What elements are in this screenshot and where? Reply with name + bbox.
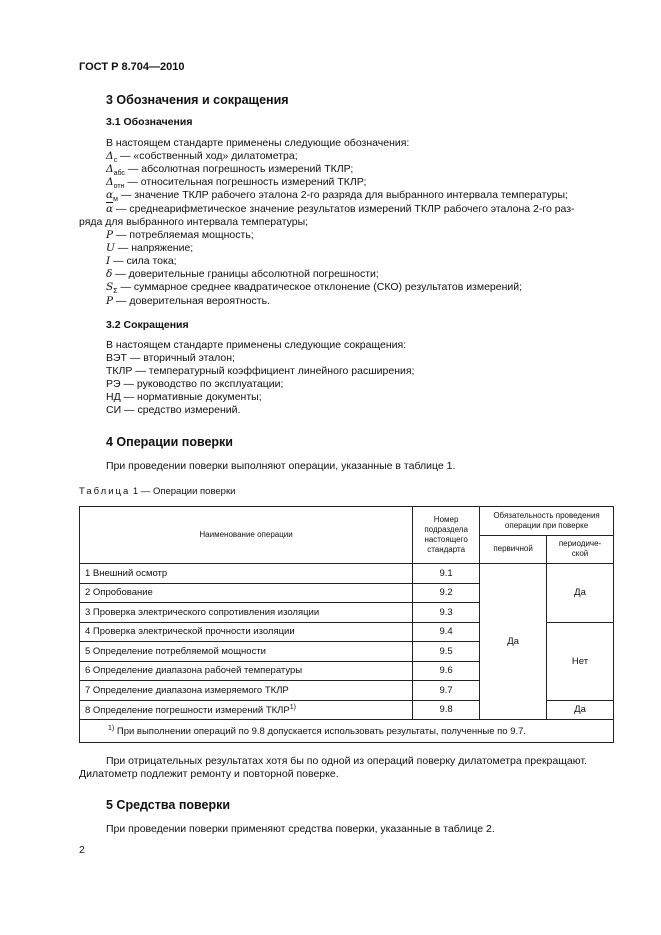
subsection-number: 9.2: [413, 583, 480, 603]
operation-name: 6 Определение диапазона рабочей температуры: [80, 661, 413, 681]
section-4-intro: При проведении поверки выполняют операции, указанные в таблице 1.: [106, 460, 456, 472]
section-5-title: 5 Средства поверки: [106, 798, 231, 812]
operation-name: 3 Проверка электрического сопротивления изоляции: [80, 603, 413, 623]
operation-name: 5 Определение потребляемой мощности: [80, 642, 413, 662]
abbreviation-line: НД — нормативные документы;: [106, 391, 262, 403]
operations-table: [79, 506, 614, 743]
header-required: Обязательность проведения операции при поверке: [480, 507, 614, 536]
subsection-number: 9.7: [413, 681, 480, 701]
subsection-3-1-intro: В настоящем стандарте применены следующие обозначения:: [106, 137, 410, 149]
operation-name: 8 Определение погрешности измерений ТКЛР$^{1)}$: [80, 700, 413, 720]
symbol-line: P — доверительная вероятность.: [106, 295, 270, 307]
abbreviation-line: РЭ — руководство по эксплуатации;: [106, 378, 284, 390]
table-footnote-row: [80, 720, 614, 743]
subsection-number: 9.5: [413, 642, 480, 662]
operation-name: 2 Опробование: [80, 583, 413, 603]
subsection-number: 9.4: [413, 622, 480, 642]
section-5-intro: При проведении поверки применяют средства поверки, указанные в таблице 2.: [106, 823, 495, 835]
table-caption: Таблица 1 — Операции поверки: [79, 486, 236, 497]
symbol-line: P — потребляемая мощность;: [106, 229, 254, 241]
section-4-after-text-2: Дилатометр подлежит ремонту и повторной поверке.: [79, 768, 339, 780]
symbol-line: $\Delta_{абс}$ — абсолютная погрешность измерений ТКЛР;: [106, 163, 354, 178]
operation-name: 7 Определение диапазона измеряемого ТКЛР: [80, 681, 413, 701]
section-4-title: 4 Операции поверки: [106, 435, 233, 449]
symbol-line: $\Delta_{отн}$ — относительная погрешность измерений ТКЛР;: [106, 176, 367, 191]
subsection-number: 9.8: [413, 700, 480, 720]
page-number: 2: [79, 844, 85, 856]
table-row: [80, 564, 614, 584]
abbreviation-line: ТКЛР — температурный коэффициент линейного расширения;: [106, 365, 415, 377]
header-periodic: периодиче-ской: [547, 535, 614, 564]
header-operation-name: Наименование операции: [80, 507, 413, 564]
table-header-row: [80, 507, 614, 536]
subsection-3-2-intro: В настоящем стандарте применены следующие сокращения:: [106, 339, 407, 351]
abbreviation-line: СИ — средство измерений.: [106, 404, 241, 416]
section-3-title: 3 Обозначения и сокращения: [106, 93, 289, 107]
table-footnote: $^{1)}$ При выполнении операций по 9.8 допускается использовать результаты, полученные по 9.7.: [80, 720, 614, 743]
periodic-required-no: Нет: [547, 622, 614, 700]
periodic-required-yes: Да: [547, 564, 614, 623]
header-subsection-number: Номер подраздела настоящего стандарта: [413, 507, 480, 564]
symbol-line: $\alpha_м$ — значение ТКЛР рабочего эталона 2-го разряда для выбранного интервала температуры;: [106, 189, 568, 204]
subsection-number: 9.6: [413, 661, 480, 681]
symbol-line: $S_\Sigma$ — суммарное среднее квадратическое отклонение (СКО) результатов измерений;: [106, 281, 523, 296]
operation-name: 4 Проверка электрической прочности изоляции: [80, 622, 413, 642]
subsection-number: 9.1: [413, 564, 480, 584]
symbol-line: $\overline{\alpha}$ — среднеарифметическое значение результатов измерений ТКЛР рабочего эталона 2-го раз-: [106, 203, 575, 215]
operation-name: 1 Внешний осмотр: [80, 564, 413, 584]
symbol-line: δ — доверительные границы абсолютной погрешности;: [106, 268, 379, 280]
header-primary: первичной: [480, 535, 547, 564]
symbol-line: $\Delta_с$ — «собственный ход» дилатометра;: [106, 150, 298, 165]
section-4-after-text-1: При отрицательных результатах хотя бы по одной из операций поверку дилатометра прекращают.: [106, 755, 587, 767]
document-id: ГОСТ Р 8.704—2010: [79, 61, 185, 73]
footnote-ref: 1): [289, 703, 296, 711]
symbol-line: I — сила тока;: [106, 255, 177, 267]
subsection-3-1-title: 3.1 Обозначения: [106, 116, 193, 128]
symbol-line-continuation: ряда для выбранного интервала температуры;: [79, 216, 309, 228]
subsection-3-2-title: 3.2 Сокращения: [106, 319, 189, 331]
abbreviation-line: ВЭТ — вторичный эталон;: [106, 352, 235, 364]
subsection-number: 9.3: [413, 603, 480, 623]
primary-required: Да: [480, 564, 547, 720]
symbol-line: U — напряжение;: [106, 242, 194, 254]
periodic-required-last: Да: [547, 700, 614, 720]
